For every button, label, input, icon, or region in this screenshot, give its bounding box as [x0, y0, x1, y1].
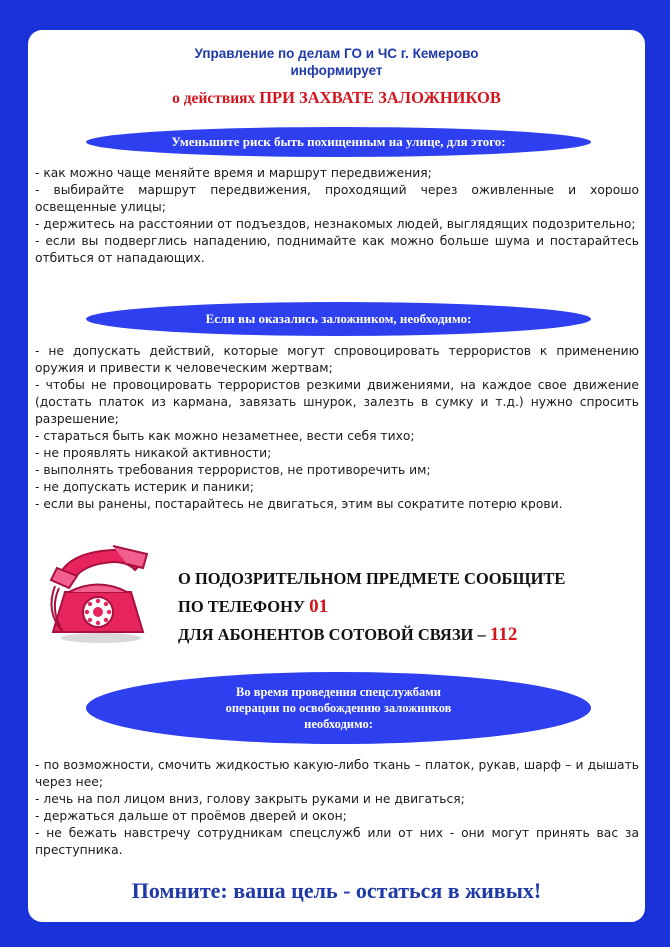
list-item: - по возможности, смочить жидкостью какую-либо ткань – платок, рукав, шарф – и дышать через нее; — [35, 758, 639, 789]
rescue-section-heading — [86, 672, 591, 744]
organization-name: Управление по делам ГО и ЧС г. Кемерово — [194, 46, 479, 61]
title-emphasis: ПРИ ЗАХВАТЕ ЗАЛОЖНИКОВ — [259, 88, 501, 107]
rescue-heading-line-1: Во время проведения спецслужбами — [235, 685, 442, 699]
poster-sheet — [28, 30, 645, 922]
street-heading-text: Уменьшите риск быть похищенным на улице, для этого: — [171, 134, 506, 149]
hostage-section-heading — [86, 302, 591, 336]
title-prefix: о действиях — [172, 90, 260, 107]
rescue-heading-line-2: операции по освобождению заложников — [225, 701, 452, 715]
phone-number-112: 112 — [489, 624, 518, 645]
list-item: - выполнять требования террористов, не противоречить им; — [35, 463, 431, 477]
poster-header — [28, 45, 645, 108]
phone-number-01: 01 — [309, 596, 329, 617]
list-item: - выбирайте маршрут передвижения, проходящий через оживленные и хорошо освещенные улицы; — [35, 183, 639, 214]
rescue-heading-line-3: необходимо: — [304, 717, 373, 731]
list-item: - лечь на пол лицом вниз, голову закрыть руками и не двигаться; — [35, 792, 465, 806]
street-advice-list — [35, 165, 639, 267]
report-line-2 — [178, 593, 638, 621]
list-item: - не проявлять никакой активности; — [35, 446, 272, 460]
list-item: - стараться быть как можно незаметнее, вести себя тихо; — [35, 429, 415, 443]
poster-title — [28, 88, 645, 108]
informs-label: информирует — [290, 63, 383, 78]
list-item: - не бежать навстречу сотрудникам спецслужб или от них - они могут принять вас за преступника. — [35, 826, 639, 857]
phone-label: ПО ТЕЛЕФОНУ — [178, 597, 310, 616]
report-notice — [178, 565, 638, 649]
hostage-advice-list — [35, 343, 639, 513]
list-item: - если вы подверглись нападению, поднимайте как можно больше шума и постарайтесь отбиться от нападающих. — [35, 234, 639, 265]
list-item: - не допускать истерик и паники; — [35, 480, 254, 494]
list-item: - если вы ранены, постарайтесь не двигаться, этим вы сократите потерю крови. — [35, 497, 563, 511]
list-item: - как можно чаще меняйте время и маршрут передвижения; — [35, 166, 432, 180]
list-item: - держитесь на расстоянии от подъездов, незнакомых людей, выглядящих подозрительно; — [35, 217, 636, 231]
list-item: - держаться дальше от проёмов дверей и окон; — [35, 809, 347, 823]
list-item: - чтобы не провоцировать террористов резкими движениями, на каждое свое движение (достать платок из кармана, завязать шнурок, залезть в сумку и т.д.) нужно спросить разрешение; — [35, 378, 639, 426]
list-item: - не допускать действий, которые могут спровоцировать террористов к применению оружия и привести к человеческим жертвам; — [35, 344, 639, 375]
hostage-heading-text: Если вы оказались заложником, необходимо: — [205, 311, 472, 326]
telephone-icon — [43, 532, 153, 644]
report-line-1: О ПОДОЗРИТЕЛЬНОМ ПРЕДМЕТЕ СООБЩИТЕ — [178, 569, 566, 588]
rescue-advice-list — [35, 757, 639, 859]
street-section-heading — [86, 127, 591, 157]
closing-motto: Помните: ваша цель - остаться в живых! — [131, 878, 542, 903]
report-line-3 — [178, 621, 638, 649]
mobile-label: ДЛЯ АБОНЕНТОВ СОТОВОЙ СВЯЗИ – — [178, 625, 490, 644]
